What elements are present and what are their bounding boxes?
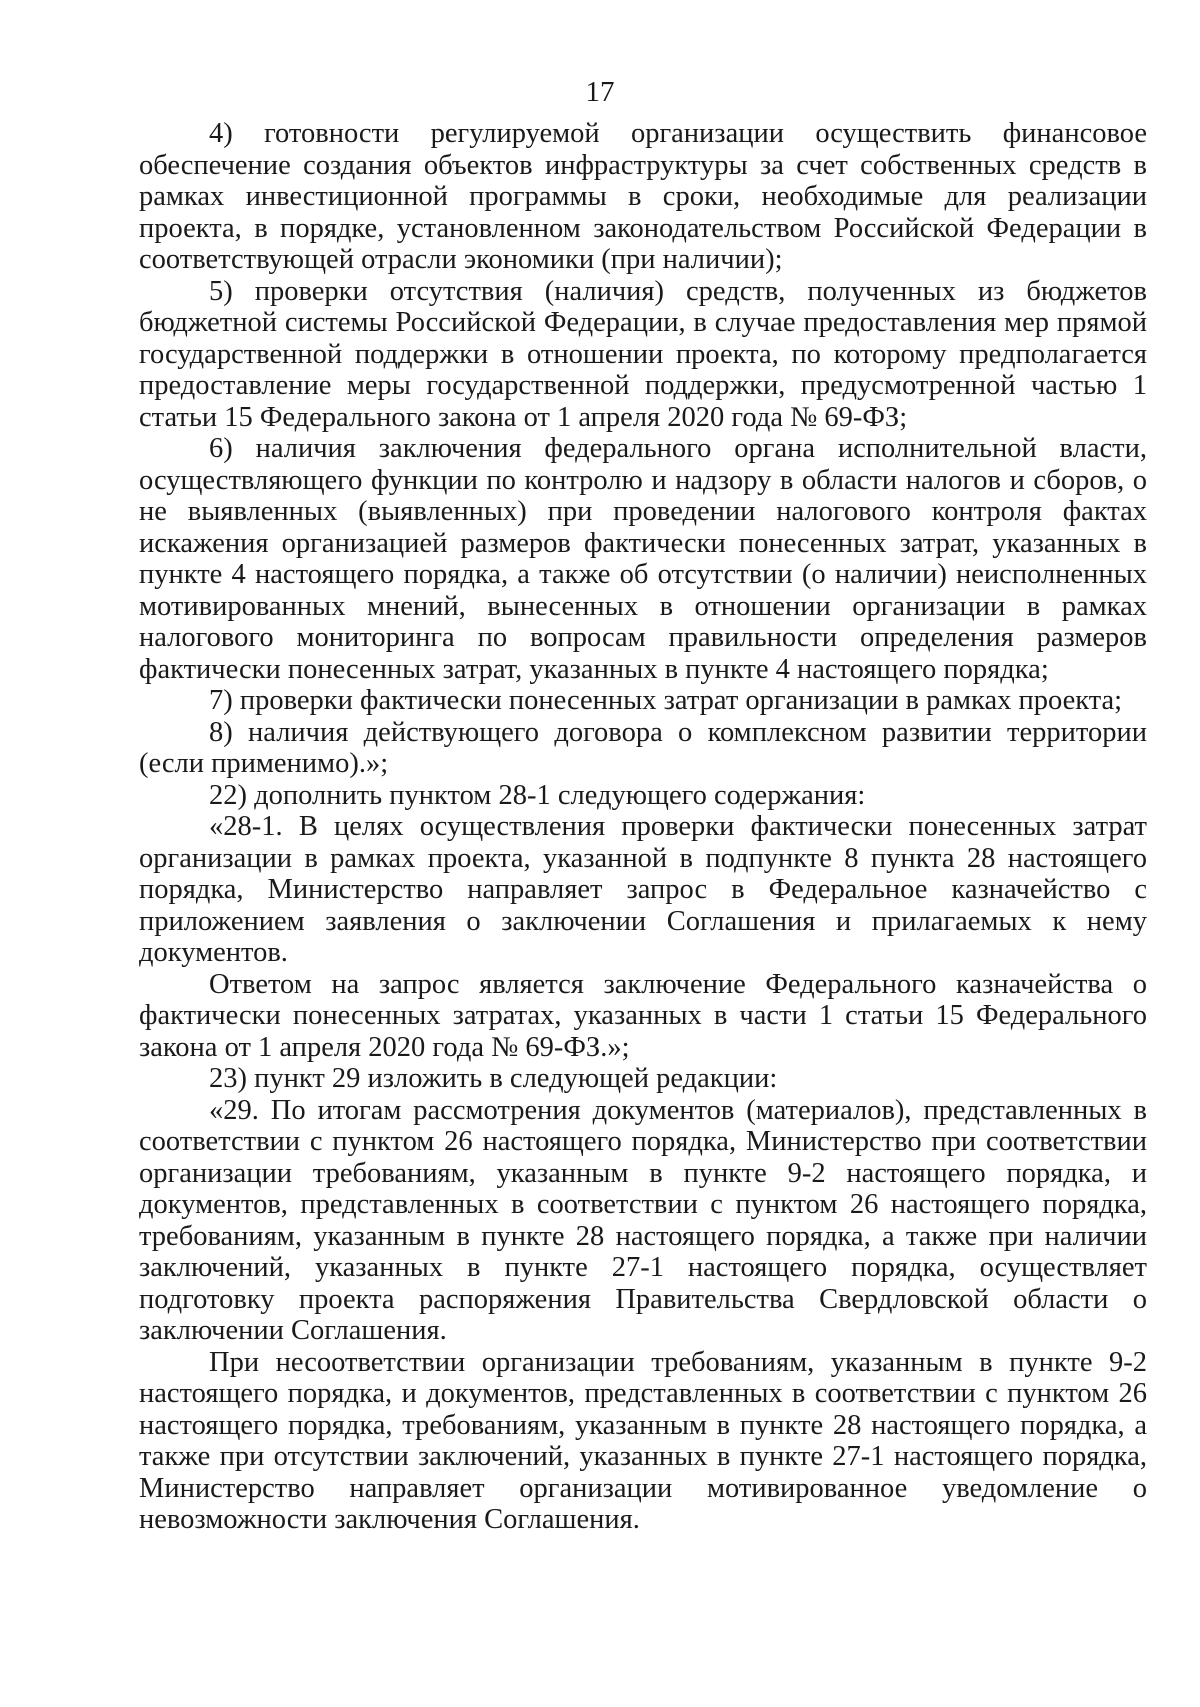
document-body — [139, 118, 1147, 1536]
paragraph-item-4: 4) готовности регулируемой организации осуществить финансовое обеспечение создания объектов инфраструктуры за счет собственных средств в рамках инвестиционной программы в сроки, необходимые для реализации проекта, в порядке, установленном законодательством Российской Федерации в соответствующей отрасли экономики (при наличии); — [139, 118, 1147, 275]
paragraph-item-5: 5) проверки отсутствия (наличия) средств, полученных из бюджетов бюджетной системы Российской Федерации, в случае предоставления мер прямой государственной поддержки в отношении проекта, по которому предполагается предоставление меры государственной поддержки, предусмотренной частью 1 статьи 15 Федерального закона от 1 апреля 2020 года № 69-ФЗ; — [139, 275, 1147, 433]
page-number: 17 — [585, 76, 615, 108]
paragraph-clause-29: «29. По итогам рассмотрения документов (материалов), представленных в соответствии с пунктом 26 настоящего порядка, Министерство при соответствии организации требованиям, указанным в пункте 9-2 настоящего порядка, и документов, представленных в соответствии с пунктом 26 настоящего порядка, требованиям, указанным в пункте 28 настоящего порядка, а также при наличии заключений, указанных в пункте 27-1 настоящего порядка, осуществляет подготовку проекта распоряжения Правительства Свердловской области о заключении Соглашения. — [139, 1094, 1147, 1346]
paragraph-clause-28-1: «28-1. В целях осуществления проверки фактически понесенных затрат организации в рамках проекта, указанной в подпункте 8 пункта 28 настоящего порядка, Министерство направляет запрос в Федеральное казначейство с приложением заявления о заключении Соглашения и прилагаемых к нему документов. — [139, 811, 1147, 968]
paragraph-item-6: 6) наличия заключения федерального органа исполнительной власти, осуществляющего функции по контролю и надзору в области налогов и сборов, о не выявленных (выявленных) при проведении налогового контроля фактах искажения организацией размеров фактически понесенных затрат, указанных в пункте 4 настоящего порядка, а также об отсутствии (о наличии) неисполненных мотивированных мнений, вынесенных в отношении организации в рамках налогового мониторинга по вопросам правильности определения размеров фактически понесенных затрат, указанных в пункте 4 настоящего порядка; — [139, 433, 1147, 685]
paragraph-clause-29-refusal: При несоответствии организации требованиям, указанным в пункте 9-2 настоящего порядка, и документов, представленных в соответствии с пунктом 26 настоящего порядка, требованиям, указанным в пункте 28 настоящего порядка, а также при отсутствии заключений, указанных в пункте 27-1 настоящего порядка, Министерство направляет организации мотивированное уведомление о невозможности заключения Соглашения. — [139, 1346, 1147, 1535]
paragraph-amendment-23: 23) пункт 29 изложить в следующей редакции: — [209, 1063, 778, 1094]
paragraph-item-7: 7) проверки фактически понесенных затрат организации в рамках проекта; — [209, 685, 1123, 716]
paragraph-amendment-22: 22) дополнить пунктом 28-1 следующего содержания: — [209, 779, 866, 811]
paragraph-item-8: 8) наличия действующего договора о комплексном развитии территории (если применимо).»; — [139, 716, 1147, 779]
paragraph-clause-28-1-response: Ответом на запрос является заключение Федерального казначейства о фактически понесенных затратах, указанных в части 1 статьи 15 Федерального закона от 1 апреля 2020 года № 69-ФЗ.»; — [139, 968, 1147, 1063]
